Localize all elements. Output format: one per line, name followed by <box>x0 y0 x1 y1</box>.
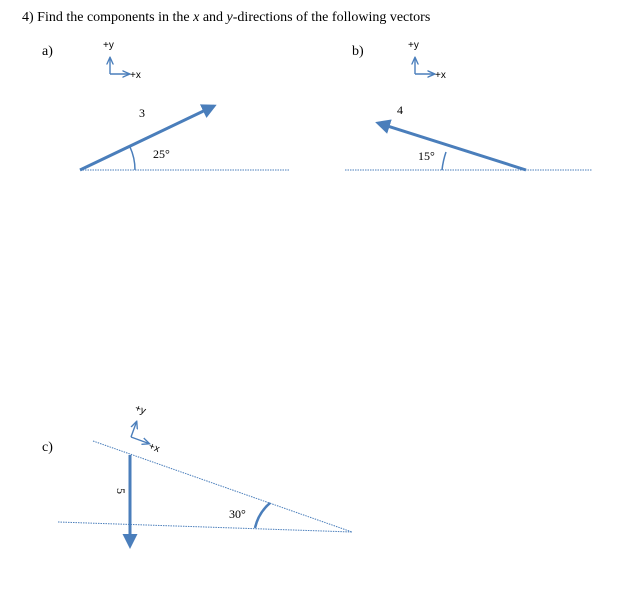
question-text-prefix: Find the components in the <box>37 10 190 25</box>
part-b-label: b) <box>352 44 364 59</box>
part-a-label: a) <box>42 44 53 59</box>
part-b-vector <box>378 123 526 170</box>
part-a-axis-y-label: +y <box>103 40 114 51</box>
part-a-diagram <box>80 40 290 170</box>
part-a-axes-icon <box>103 40 141 81</box>
part-c-incline <box>93 441 352 532</box>
part-b-axis-y-label: +y <box>408 40 419 51</box>
question-number: 4) <box>22 10 34 25</box>
question-var-x: x <box>193 10 200 25</box>
part-b-angle: 15° <box>418 149 435 163</box>
part-b-diagram <box>345 40 592 170</box>
part-b-magnitude: 4 <box>397 103 403 117</box>
part-c-angle: 30° <box>229 507 246 521</box>
part-b-axis-x-label: +x <box>435 70 446 81</box>
question-text-and: and <box>202 10 224 25</box>
part-a-magnitude: 3 <box>139 106 145 120</box>
part-c-diagram <box>58 403 352 546</box>
part-c-magnitude: 5 <box>114 488 128 494</box>
part-c-axis-y-label: +y <box>133 402 148 418</box>
question-text-suffix: -directions of the following vectors <box>232 10 431 25</box>
part-a-angle: 25° <box>153 147 170 161</box>
part-c-label: c) <box>42 440 53 455</box>
part-c-angle-arc <box>255 503 270 528</box>
part-a-angle-arc <box>130 147 135 170</box>
question-var-y: y <box>226 10 233 25</box>
part-c-axes-icon <box>123 403 172 455</box>
part-b-axes-icon <box>408 40 446 81</box>
part-b-angle-arc <box>442 152 446 170</box>
part-a-axis-x-label: +x <box>130 70 141 81</box>
part-c-axis-x-label: +x <box>147 441 162 456</box>
part-c-baseline <box>58 522 352 532</box>
part-a-vector <box>80 106 214 170</box>
